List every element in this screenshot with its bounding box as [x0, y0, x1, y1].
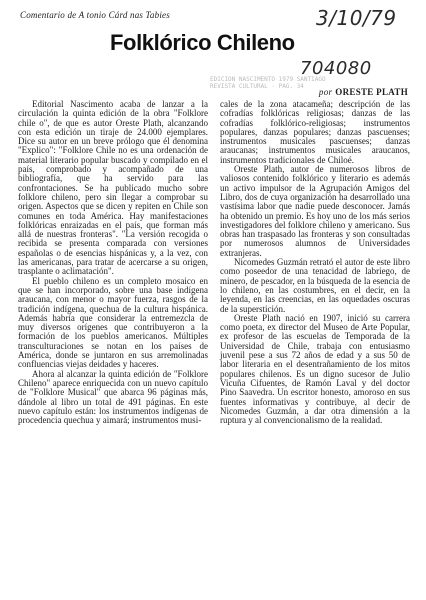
article-column-left — [18, 100, 208, 596]
bleed-through-text: EDICION NASCIMENTO 1979 SANTIAGO — [210, 76, 326, 83]
author-name: ORESTE PLATH — [335, 87, 408, 97]
column-label: Comentario de A tonio Cárd nas Tabies — [20, 10, 170, 20]
paragraph: Nicomedes Guzmán retrató el autor de este libro como poseedor de una tenacidad de labriego, de minero, de pescador, en la búsqueda de la esencia de lo chileno, en las costumbres, en el decir, en la leyenda, en las creencias, en las oquedades oscuras de la superstición. — [220, 257, 410, 314]
paragraph: Oreste Plath nació en 1907, inició su carrera como poeta, ex director del Museo de Arte Popular, ex profesor de las escuelas de Temporada de la Universidad de Chile, trabaja con entusiasmo juvenil pese a sus 72 años de edad y a sus 50 de labor literaria en el desentrañamiento de los mitos populares chilenos. Es un digno sucesor de Julio Vicuña Cifuentes, de Ramón Laval y del doctor Pino Saavedra. Un escritor honesto, amoroso en sus fuentes informativas y contribuye, al decir de Nicomedes Guzmán, a dar otra dimensión a la ruptura y al convencionalismo de la realidad. — [220, 312, 410, 426]
handwritten-date: 3/10/79 — [316, 6, 397, 30]
article-column-right — [220, 100, 410, 592]
paragraph: Oreste Plath, autor de numerosos libros de valiosos contenido folklórico y literario es además un activo impulsor de la Agrupación Amigos del Libro, dos de cuya organización ha desarrollado una vastísima labor que nadie puede desconocer. Jamás ha obtenido un premio. Es hoy uno de los más serios investigadores del folklore chileno y americano. Sus obras han traspasado las fronteras y son consultadas por numerosos alumnos de Universidades extranjeras. — [220, 164, 410, 258]
paragraph: cales de la zona atacameña; descripción de las cofradías folklóricas religiosas; danzas de las cofradías folklórico-religiosas; instrumentos populares, danzas populares; danzas pascuenses; instrumentos musicales pascuenses; danzas araucanas; instrumentos musicales araucanos, instrumentos tradicionales de Chiloé. — [220, 99, 410, 165]
byline — [319, 87, 408, 97]
article-title: Folklórico Chileno — [110, 30, 295, 55]
paragraph: Ahora al alcanzar la quinta edición de "Folklore Chileno" aparece enriquecida con un nuevo capítulo de "Folklore Musical" que abarca 96 páginas más, dándole al libro un total de 491 páginas. En este nuevo capítulo están: los instrumentos indígenas de procedencia quechua y aimará; instrumentos musi- — [18, 368, 208, 426]
byline-prefix: por — [318, 87, 333, 97]
paragraph: Editorial Nascimento acaba de lanzar a la circulación la quinta edición de la obra "Folklore chile o", de que es autor Oreste Plath, alcanzando con esta edición un tiraje de 24.000 ejemplares. Dice su autor en un breve prólogo que él denomina "Explico": "Folklore Chile no es una ordenación de material literario popular buscado y compilado en el país, comprobado y acompañado de una bibliografía, que ha servido para las confrontaciones. Se ha publicado mucho sobre folklore chileno, pero sin llegar a comprobar su origen. Aspectos que se dicen y repiten en Chile son comunes en toda América. Hay manifestaciones folklóricas enraizadas en el país, que forman más allá de nuestras fronteras". "La versión recogida o recibida se presenta comparada con versiones españolas o de esencias hispánicas y, a la vez, con las americanas, para tratar de acercarse a su origen, trasplante o aclimatación". — [18, 99, 208, 277]
paragraph: El pueblo chileno es un completo mosaico en que se han incorporado, sobre una base indígena araucana, con menor o mayor fuerza, rasgos de la tradición indígena, quechua de la cultura hispánica. Además habría que considerar la entremezcla de muy diversos orígenes que contribuyeron a la formación de los pueblos americanos. Múltiples transculturaciones se notan en los países de América, donde se juntaron en sus arremolinadas confluencias viejas deidades y haceres. — [18, 275, 208, 370]
bleed-through-text: REVISTA CULTURAL · PAG. 34 — [210, 83, 304, 90]
handwritten-catalog-number: 704080 — [300, 58, 372, 79]
